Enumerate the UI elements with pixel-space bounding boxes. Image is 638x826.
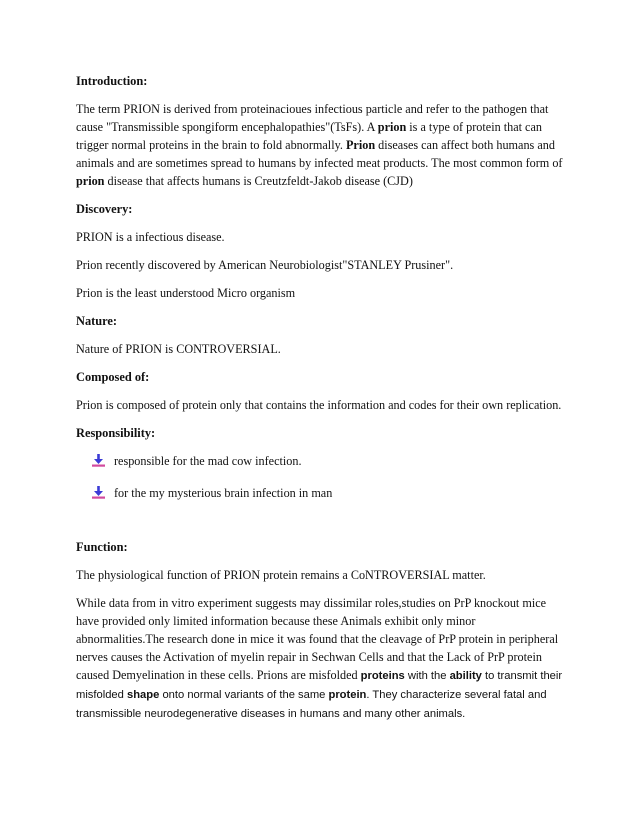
nature-heading: Nature: xyxy=(76,314,118,328)
function-heading: Function: xyxy=(76,540,128,554)
document-page xyxy=(76,72,566,733)
function-bold-shape: shape xyxy=(127,689,160,701)
intro-bold-prion-3: prion xyxy=(76,174,105,188)
arrow-down-bullet-icon xyxy=(92,486,105,499)
intro-bold-prion-2: Prion xyxy=(345,138,376,152)
responsibility-list xyxy=(76,452,566,502)
intro-text-2: is a type of protein that can trigger normal proteins in the brain to fold abnormally. xyxy=(76,120,542,152)
responsibility-item-2: for the my mysterious brain infection in man xyxy=(114,486,333,500)
function-line-1: The physiological function of PRION protein remains a CoNTROVERSIAL matter. xyxy=(76,568,486,582)
function-bold-protein: protein xyxy=(328,689,367,701)
function-text-c: onto normal variants of the same xyxy=(159,689,329,701)
introduction-paragraph xyxy=(76,100,566,190)
spacer xyxy=(76,516,566,538)
intro-text-4: disease that affects humans is Creutzfeldt-Jakob disease (CJD) xyxy=(104,174,413,188)
function-paragraph xyxy=(76,594,566,723)
discovery-line-3: Prion is the least understood Micro organism xyxy=(76,286,296,300)
discovery-line-2: Prion recently discovered by American Neurobiologist"STANLEY Prusiner". xyxy=(76,258,454,272)
nature-line-1: Nature of PRION is CONTROVERSIAL. xyxy=(76,342,281,356)
list-item xyxy=(76,484,566,502)
arrow-down-bullet-icon xyxy=(92,454,105,467)
function-text-serif: While data from in vitro experiment suggests may dissimilar roles,studies on PrP knockout mice have provided only limited information because these Animals exhibit only minor abnormalities.The research done in mice it was found that the cleavage of PrP protein in peripheral nerves causes the Activation of myelin repair in Sechwan Cells and that the Lack of PrP protein caused Demyelination in these cells. Prions are misfolded xyxy=(76,596,559,682)
intro-text-3: diseases can affect both humans and animals and are sometimes spread to humans by infected meat products. The most common form of xyxy=(76,138,563,170)
discovery-heading: Discovery: xyxy=(76,202,133,216)
intro-text-1: The term PRION is derived from proteinacioues infectious particle and refer to the pathogen that cause "Transmissible spongiform encephalopathies"(TsFs). A xyxy=(76,102,549,134)
composed-heading: Composed of: xyxy=(76,370,150,384)
discovery-line-1: PRION is a infectious disease. xyxy=(76,230,225,244)
intro-bold-prion-1: prion xyxy=(377,120,407,134)
list-item xyxy=(76,452,566,470)
introduction-heading: Introduction: xyxy=(76,74,148,88)
responsibility-item-1: responsible for the mad cow infection. xyxy=(114,454,302,468)
responsibility-heading: Responsibility: xyxy=(76,426,156,440)
function-bold-proteins: proteins xyxy=(360,670,405,682)
function-text-b: to transmit their misfolded xyxy=(76,670,563,701)
function-text-d: . They characterize several fatal and transmissible neurodegenerative diseases in humans and many other animals. xyxy=(76,689,547,720)
function-text-a: with the xyxy=(404,670,450,682)
composed-line-1: Prion is composed of protein only that contains the information and codes for their own replication. xyxy=(76,398,562,412)
function-bold-ability: ability xyxy=(449,670,482,682)
